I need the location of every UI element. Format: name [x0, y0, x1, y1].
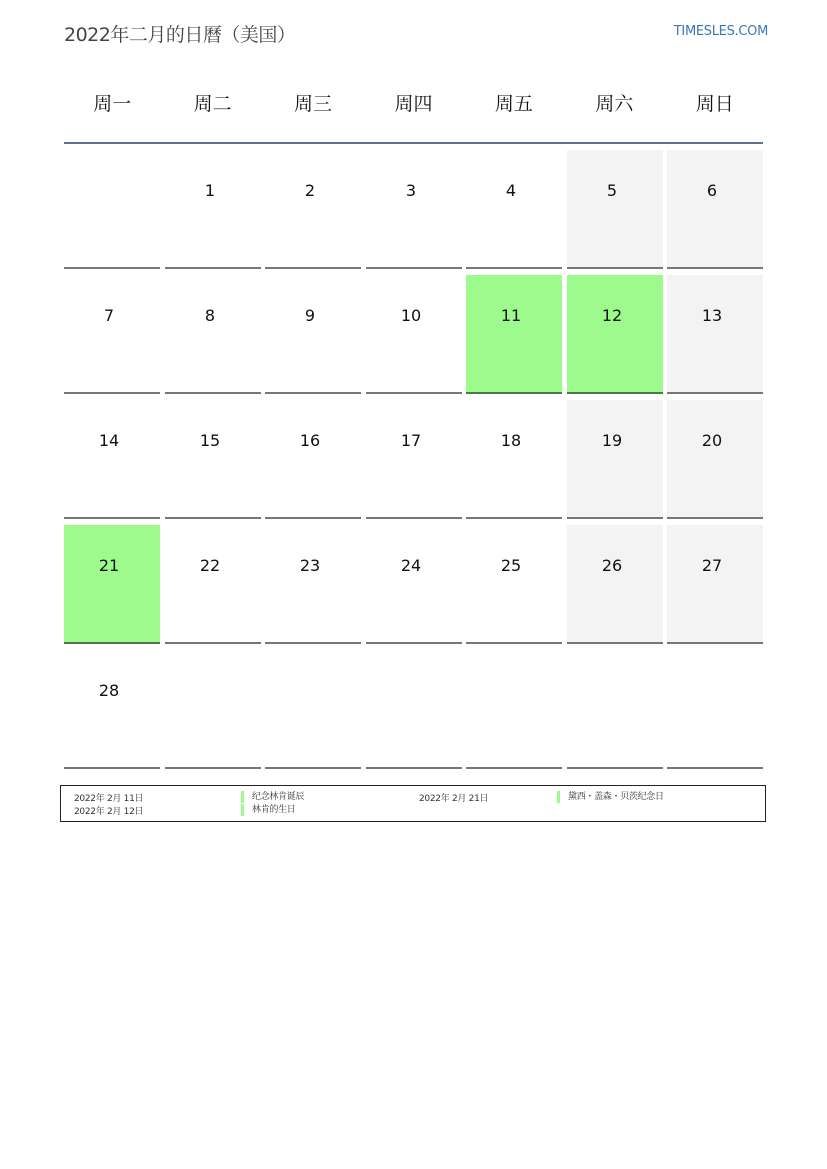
day-number: 2	[304, 181, 316, 200]
day-number: 14	[98, 431, 120, 450]
calendar-day-cell[interactable]	[165, 275, 261, 394]
calendar-day-cell[interactable]	[466, 275, 562, 394]
day-number: 1	[204, 181, 216, 200]
day-number: 7	[103, 306, 115, 325]
calendar-day-cell[interactable]	[265, 525, 361, 644]
page-title: 2022年二月的日曆（美国）	[64, 24, 296, 46]
calendar-day-cell[interactable]	[567, 275, 663, 394]
calendar-cell-empty	[466, 650, 562, 769]
calendar-day-cell[interactable]	[667, 275, 763, 394]
day-number: 5	[606, 181, 618, 200]
day-number: 10	[400, 306, 422, 325]
day-number: 20	[701, 431, 723, 450]
weekday-fri: 周五	[494, 93, 533, 115]
day-number: 15	[199, 431, 221, 450]
calendar-day-cell[interactable]	[466, 525, 562, 644]
legend-holiday-name: 纪念林肯诞辰	[241, 791, 304, 803]
weekday-mon: 周一	[93, 93, 132, 115]
day-number: 4	[505, 181, 517, 200]
calendar-day-cell[interactable]	[64, 275, 160, 394]
calendar-day-cell[interactable]	[165, 400, 261, 519]
legend-holiday-name: 林肯的生日	[241, 804, 296, 816]
calendar-cell-empty	[165, 650, 261, 769]
day-number: 3	[405, 181, 417, 200]
calendar-day-cell[interactable]	[265, 400, 361, 519]
calendar-day-cell[interactable]	[567, 525, 663, 644]
calendar-cell-empty	[366, 650, 462, 769]
weekday-sun: 周日	[695, 93, 734, 115]
day-number: 8	[204, 306, 216, 325]
calendar-day-cell[interactable]	[667, 400, 763, 519]
calendar-day-cell[interactable]	[265, 275, 361, 394]
calendar-day-cell[interactable]	[64, 525, 160, 644]
legend-date: 2022年 2月 12日	[74, 807, 144, 817]
header-divider	[64, 142, 763, 144]
calendar-cell-empty	[265, 650, 361, 769]
weekday-thu: 周四	[394, 93, 433, 115]
weekday-wed: 周三	[294, 93, 333, 115]
calendar-day-cell[interactable]	[366, 525, 462, 644]
calendar-day-cell[interactable]	[366, 400, 462, 519]
legend-holiday-name: 黛西・盖森・贝茨纪念日	[557, 791, 664, 803]
calendar-day-cell[interactable]	[667, 525, 763, 644]
brand-logo-text[interactable]: TIMESLES.COM	[673, 24, 768, 39]
calendar-day-cell[interactable]	[667, 150, 763, 269]
day-number: 28	[98, 681, 120, 700]
day-number: 6	[706, 181, 718, 200]
legend-date: 2022年 2月 21日	[419, 794, 489, 804]
calendar-cell-empty	[64, 150, 160, 269]
calendar-day-cell[interactable]	[366, 150, 462, 269]
calendar-day-cell[interactable]	[466, 400, 562, 519]
day-number: 26	[601, 556, 623, 575]
day-number: 23	[299, 556, 321, 575]
calendar-day-cell[interactable]	[165, 525, 261, 644]
calendar-day-cell[interactable]	[366, 275, 462, 394]
day-number: 17	[400, 431, 422, 450]
holiday-legend	[60, 785, 766, 822]
day-number: 11	[500, 306, 522, 325]
day-number: 16	[299, 431, 321, 450]
day-number: 9	[304, 306, 316, 325]
day-number: 19	[601, 431, 623, 450]
day-number: 13	[701, 306, 723, 325]
calendar-day-cell[interactable]	[567, 150, 663, 269]
calendar-cell-empty	[567, 650, 663, 769]
weekday-header-row	[62, 78, 765, 142]
day-number: 24	[400, 556, 422, 575]
calendar-day-cell[interactable]	[64, 400, 160, 519]
calendar-day-cell[interactable]	[64, 650, 160, 769]
calendar-day-cell[interactable]	[265, 150, 361, 269]
day-number: 22	[199, 556, 221, 575]
day-number: 21	[98, 556, 120, 575]
calendar-day-cell[interactable]	[165, 150, 261, 269]
day-number: 12	[601, 306, 623, 325]
calendar-cell-empty	[667, 650, 763, 769]
day-number: 27	[701, 556, 723, 575]
day-number: 18	[500, 431, 522, 450]
weekday-sat: 周六	[595, 93, 634, 115]
weekday-tue: 周二	[193, 93, 232, 115]
legend-date: 2022年 2月 11日	[74, 794, 144, 804]
calendar-day-cell[interactable]	[466, 150, 562, 269]
calendar-day-cell[interactable]	[567, 400, 663, 519]
day-number: 25	[500, 556, 522, 575]
